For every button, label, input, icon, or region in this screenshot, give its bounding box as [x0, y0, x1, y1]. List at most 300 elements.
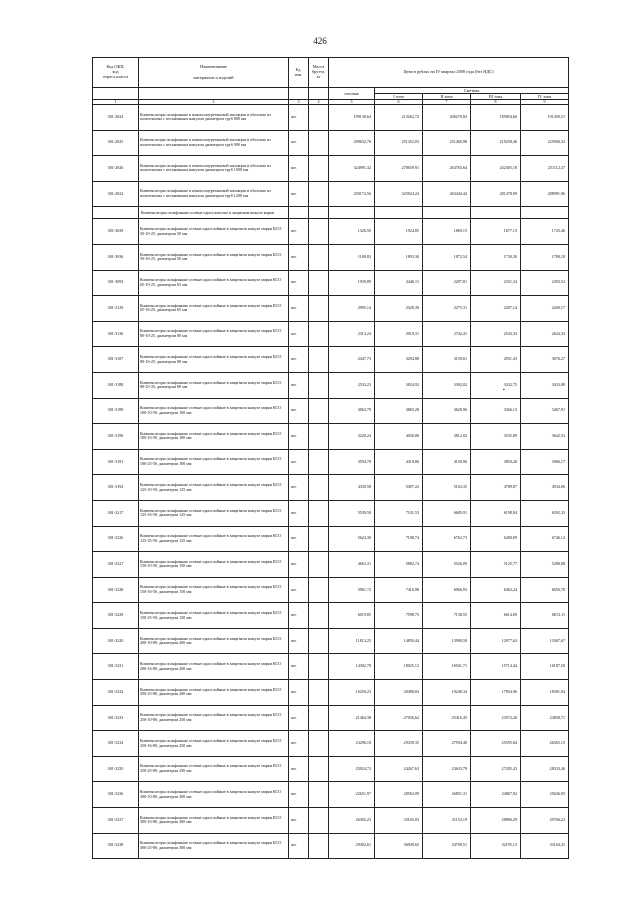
cell-zone4: 29766,22 — [521, 808, 569, 834]
header-zone1: I зона — [375, 94, 423, 100]
cell-zone2: 4150,96 — [423, 449, 471, 475]
cell-code: 301-3226 — [93, 526, 139, 552]
cell-zone4: 2393,52 — [521, 270, 569, 296]
cell-unit: шт. — [289, 654, 309, 680]
cell-wholesale: 16250,23 — [329, 680, 375, 706]
cell-unit: шт. — [289, 833, 309, 859]
cell-name: Компенсаторы сильфонные осевые однослойные в защитном кожухе марки КСО 250-10-80, диаметром 250 мм — [139, 705, 289, 731]
cell-name: Компенсаторы сильфонные осевые однослойные в защитном кожухе марки КСО 100-25-50, диаметром 100 мм — [139, 449, 289, 475]
cell-zone1: 7101,53 — [375, 500, 423, 526]
cell-wholesale: 324991,32 — [329, 156, 375, 182]
cell-mass — [309, 628, 329, 654]
group-empty-cell — [329, 207, 375, 219]
header-price-title-text: Цена в рублях на IV квартал 2008 года (без НДС) — [403, 69, 494, 75]
header-unit-line2: изм. — [294, 71, 303, 77]
page-number: 426 — [313, 36, 327, 46]
cell-name: Компенсаторы сильфонные осевые однослойные в защитном кожухе марки КСО 80-16-25, диаметром 80 мм — [139, 347, 289, 373]
header-zone3: III зона — [471, 94, 521, 100]
table-row — [93, 296, 569, 322]
cell-zone2: 3159,61 — [423, 347, 471, 373]
col-num: 2 — [139, 100, 289, 105]
cell-code: 301-3191 — [93, 449, 139, 475]
table-row — [93, 270, 569, 296]
cell-zone1: 29339,35 — [375, 731, 423, 757]
group-empty-cell — [471, 207, 521, 219]
cell-unit: шт. — [289, 808, 309, 834]
cell-code: 301-3237 — [93, 808, 139, 834]
cell-zone2: 31153,19 — [423, 808, 471, 834]
cell-zone2: 6966,93 — [423, 577, 471, 603]
cell-zone1: 7598,75 — [375, 603, 423, 629]
cell-unit: шт. — [289, 321, 309, 347]
cell-mass — [309, 449, 329, 475]
cell-name: Компенсаторы сильфонные в пенополиуретановой изоляции и оболочке из полиэтилена с песьменным кожухом диаметром труб 1200 мм — [139, 181, 289, 207]
cell-unit: шт. — [289, 424, 309, 450]
cell-zone4: 191459,51 — [521, 105, 569, 131]
cell-zone3: 23572,26 — [471, 705, 521, 731]
cell-mass — [309, 296, 329, 322]
table-row — [93, 372, 569, 398]
cell-zone1: 4418,86 — [375, 449, 423, 475]
cell-zone3: 5125,77 — [471, 552, 521, 578]
cell-zone1: 33165,03 — [375, 808, 423, 834]
cell-zone1: 325924,24 — [375, 181, 423, 207]
cell-zone2: 6762,73 — [423, 526, 471, 552]
cell-mass — [309, 219, 329, 245]
cell-zone2: 26851,31 — [423, 782, 471, 808]
cell-zone3: 185854,66 — [471, 105, 521, 131]
cell-code: 301-2022 — [93, 181, 139, 207]
cell-code: 301-3187 — [93, 347, 139, 373]
cell-code: 301-3220 — [93, 628, 139, 654]
cell-zone4: 6656,78 — [521, 577, 569, 603]
cell-name: Компенсаторы сильфонные осевые однослойные в защитном кожухе марки КСО 80-25-35, диаметром 80 мм — [139, 372, 289, 398]
cell-wholesale: 3220,24 — [329, 424, 375, 450]
cell-zone3: 3366,13 — [471, 398, 521, 424]
cell-wholesale: 1326,50 — [329, 219, 375, 245]
table-body — [93, 88, 569, 859]
cell-zone4: 5280,08 — [521, 552, 569, 578]
col-num: 1 — [93, 100, 139, 105]
cell-zone3: 219258,46 — [471, 130, 521, 156]
cell-zone4: 16187,50 — [521, 654, 569, 680]
cell-zone2: 263444,44 — [423, 181, 471, 207]
header-code-line1: Код ОКП, — [106, 64, 125, 70]
header-code — [93, 58, 139, 88]
cell-unit: шт. — [289, 130, 309, 156]
cell-zone1: 2919,31 — [375, 321, 423, 347]
cell-code: 301-3235 — [93, 756, 139, 782]
cell-zone2: 206270,84 — [423, 105, 471, 131]
table-row — [93, 398, 569, 424]
cell-wholesale: 299632,76 — [329, 130, 375, 156]
table-row — [93, 552, 569, 578]
cell-wholesale: 14302,78 — [329, 654, 375, 680]
group-empty-cell — [423, 207, 471, 219]
cell-zone4: 3966,17 — [521, 449, 569, 475]
cell-name: Компенсаторы сильфонные осевые однослойные в защитном кожухе марки КСО 100-16-50, диаметром 100 мм — [139, 424, 289, 450]
cell-zone2: 27594,40 — [423, 731, 471, 757]
cell-wholesale: 2447,73 — [329, 347, 375, 373]
cell-zone4: 2624,33 — [521, 321, 569, 347]
table-row — [93, 833, 569, 859]
cell-mass — [309, 156, 329, 182]
cell-unit: шт. — [289, 526, 309, 552]
cell-mass — [309, 526, 329, 552]
cell-name: Компенсаторы сильфонные в пенополиуретановой изоляции и оболочке из полиэтилена с песьменным кожухом диаметром труб 800 мм — [139, 105, 289, 131]
header-unit-line1: Ед. — [295, 66, 302, 72]
table-row — [93, 654, 569, 680]
cell-zone3: 17854,96 — [471, 680, 521, 706]
cell-zone1: 1893,30 — [375, 244, 423, 270]
cell-zone1: 3294,88 — [375, 347, 423, 373]
cell-mass — [309, 500, 329, 526]
cell-zone4: 25636,95 — [521, 782, 569, 808]
cell-zone3: 12977,62 — [471, 628, 521, 654]
cell-code: 301-3136 — [93, 321, 139, 347]
cell-zone2: 5526,09 — [423, 552, 471, 578]
cell-mass — [309, 808, 329, 834]
cell-zone2: 6685,91 — [423, 500, 471, 526]
col-num: 5 — [329, 100, 375, 105]
cell-zone3: 3850,26 — [471, 449, 521, 475]
cell-zone3: 2207,14 — [471, 296, 521, 322]
cell-wholesale: 5539,50 — [329, 500, 375, 526]
header-mass — [309, 58, 329, 88]
cell-zone3: 6614,00 — [471, 603, 521, 629]
cell-code: 301-2025 — [93, 130, 139, 156]
cell-zone1: 18025,12 — [375, 654, 423, 680]
table-row — [93, 808, 569, 834]
cell-zone1: 4030,06 — [375, 424, 423, 450]
cell-zone3: 1677,13 — [471, 219, 521, 245]
header-code-line3: отрасл.класса — [102, 73, 129, 79]
cell-mass — [309, 321, 329, 347]
cell-code: 301-2026 — [93, 156, 139, 182]
header-zone2: II зона — [423, 94, 471, 100]
col-num: 4 — [309, 100, 329, 105]
cell-unit: шт. — [289, 680, 309, 706]
group-heading-row — [93, 207, 569, 219]
cell-code: 301-3192 — [93, 475, 139, 501]
pen-mark: ▪ — [503, 388, 505, 393]
cell-unit: шт. — [289, 628, 309, 654]
cell-zone1: 2328,39 — [375, 296, 423, 322]
cell-mass — [309, 181, 329, 207]
cell-zone3: 15714,44 — [471, 654, 521, 680]
cell-code: 301-3189 — [93, 398, 139, 424]
cell-unit: шт. — [289, 475, 309, 501]
cell-zone3: 3535,89 — [471, 424, 521, 450]
cell-mass — [309, 475, 329, 501]
cell-zone2: 251460,98 — [423, 130, 471, 156]
cell-zone4: 13367,67 — [521, 628, 569, 654]
col-num: 7 — [423, 100, 471, 105]
cell-zone1: 213262,72 — [375, 105, 423, 131]
cell-zone2: 13990,50 — [423, 628, 471, 654]
cell-wholesale: 5961,72 — [329, 577, 375, 603]
cell-zone4: 4934,06 — [521, 475, 569, 501]
cell-zone4: 24858,71 — [521, 705, 569, 731]
cell-name: Компенсаторы сильфонные осевые однослойные в защитном кожухе марки КСО 125-16-50, диаметром 125 мм — [139, 500, 289, 526]
cell-code: 301-3233 — [93, 705, 139, 731]
cell-code: 301-3188 — [93, 372, 139, 398]
cell-zone3: 2931,43 — [471, 347, 521, 373]
cell-zone1: 251352,03 — [375, 130, 423, 156]
header-unit — [289, 58, 309, 88]
table-row — [93, 156, 569, 182]
cell-mass — [309, 654, 329, 680]
cell-zone1: 2446,11 — [375, 270, 423, 296]
table-row — [93, 500, 569, 526]
cell-unit: шт. — [289, 156, 309, 182]
cell-zone2: 2275,31 — [423, 296, 471, 322]
cell-unit: шт. — [289, 782, 309, 808]
table-row — [93, 782, 569, 808]
cell-zone2: 23633,79 — [423, 756, 471, 782]
cell-mass — [309, 577, 329, 603]
cell-unit: шт. — [289, 105, 309, 131]
cell-zone2: 3812,02 — [423, 424, 471, 450]
cell-code: 301-3217 — [93, 500, 139, 526]
cell-code: 301-3232 — [93, 680, 139, 706]
cell-name: Компенсаторы сильфонные осевые однослойные в защитном кожухе марки КСО 125-25-50, диаметром 125 мм — [139, 526, 289, 552]
cell-unit: шт. — [289, 296, 309, 322]
cell-zone3: 242305,18 — [471, 156, 521, 182]
col-num: 3 — [289, 100, 309, 105]
table-row — [93, 449, 569, 475]
cell-zone1: 27056,62 — [375, 705, 423, 731]
cell-mass — [309, 270, 329, 296]
cell-code: 301-3029 — [93, 219, 139, 245]
cell-name: Компенсаторы сильфонные осевые однослойные в защитном кожухе марки КСО 200-16-80, диаметром 200 мм — [139, 654, 289, 680]
col-num: 8 — [471, 100, 521, 105]
cell-name: Компенсаторы сильфонные осевые однослойные в защитном кожухе марки КСО 65-10-25, диаметром 65 мм — [139, 270, 289, 296]
cell-zone2: 25416,45 — [423, 705, 471, 731]
cell-name: Компенсаторы сильфонные осевые однослойные в защитном кожухе марки КСО 65-16-25, диаметром 65 мм — [139, 296, 289, 322]
cell-wholesale: 4663,31 — [329, 552, 375, 578]
cell-wholesale: 25924,72 — [329, 756, 375, 782]
cell-zone1: 5497,22 — [375, 475, 423, 501]
header-price-title — [329, 58, 569, 88]
cell-mass — [309, 731, 329, 757]
cell-unit: шт. — [289, 449, 309, 475]
table-row — [93, 475, 569, 501]
table-row — [93, 181, 569, 207]
cell-mass — [309, 398, 329, 424]
cell-zone1: 5882,74 — [375, 552, 423, 578]
cell-wholesale: 3594,78 — [329, 449, 375, 475]
cell-code: 301-3227 — [93, 552, 139, 578]
cell-wholesale: 1180,83 — [329, 244, 375, 270]
cell-zone3: 2331,34 — [471, 270, 521, 296]
table-row — [93, 731, 569, 757]
cell-unit: шт. — [289, 181, 309, 207]
cell-wholesale: 3063,79 — [329, 398, 375, 424]
cell-wholesale: 22651,97 — [329, 782, 375, 808]
cell-mass — [309, 833, 329, 859]
cell-mass — [309, 244, 329, 270]
cell-zone3: 27205,43 — [471, 756, 521, 782]
cell-zone1: 278659,91 — [375, 156, 423, 182]
cell-wholesale: 5624,30 — [329, 526, 375, 552]
group-heading: Компенсаторы сильфонные осевые однослоистые в защитном кожухе марки — [139, 207, 289, 219]
cell-name: Компенсаторы сильфонные в пенополиуретановой изоляции и оболочке из полиэтилена с песьменным кожухом диаметром труб 1000 мм — [139, 156, 289, 182]
cell-zone1: 7416,98 — [375, 577, 423, 603]
cell-zone2: 264765,64 — [423, 156, 471, 182]
cell-zone4: 1780,18 — [521, 244, 569, 270]
cell-code: 301-3236 — [93, 782, 139, 808]
cell-name: Компенсаторы сильфонные осевые однослойные в защитном кожухе марки КСО 200-10-80, диаметром 200 мм — [139, 628, 289, 654]
cell-unit: шт. — [289, 219, 309, 245]
cell-zone4: 3076,27 — [521, 347, 569, 373]
header-mass-line3: кг — [316, 73, 321, 79]
cell-mass — [309, 782, 329, 808]
group-empty-cell — [289, 207, 309, 219]
group-empty-cell — [309, 207, 329, 219]
cell-zone2: 3629,96 — [423, 398, 471, 424]
cell-unit: шт. — [289, 244, 309, 270]
table-row — [93, 628, 569, 654]
cell-code: 301-3093 — [93, 270, 139, 296]
cell-mass — [309, 372, 329, 398]
cell-zone1: 20498,84 — [375, 680, 423, 706]
table-row — [93, 756, 569, 782]
group-code-cell — [93, 207, 139, 219]
cell-code: 301-3231 — [93, 654, 139, 680]
cell-zone1: 3824,92 — [375, 372, 423, 398]
cell-zone3: 6462,24 — [471, 577, 521, 603]
cell-code: 301-3190 — [93, 424, 139, 450]
cell-name: Компенсаторы сильфонные осевые однослойные в защитном кожухе марки КСО 50-16-25, диаметром 50 мм — [139, 244, 289, 270]
cell-zone4: 18391,84 — [521, 680, 569, 706]
cell-code: 301-3229 — [93, 603, 139, 629]
col-num: 9 — [521, 100, 569, 105]
cell-name: Компенсаторы сильфонные осевые однослойные в защитном кожухе марки КСО 150-16-50, диаметром 150 мм — [139, 577, 289, 603]
table-row — [93, 347, 569, 373]
cell-wholesale: 259174,56 — [329, 181, 375, 207]
table-row — [93, 577, 569, 603]
cell-zone2: 1872,54 — [423, 244, 471, 270]
cell-zone4: 6746,12 — [521, 526, 569, 552]
col-num: 6 — [375, 100, 423, 105]
table-row — [93, 244, 569, 270]
header-wholesale: оптовая — [329, 88, 375, 100]
group-empty-cell — [375, 207, 423, 219]
cell-zone4: 251112,37 — [521, 156, 569, 182]
cell-zone3: 3332,75 — [471, 372, 521, 398]
table-row — [93, 705, 569, 731]
table-row — [93, 680, 569, 706]
table-row — [93, 526, 569, 552]
header-name-line1: Наименование — [200, 63, 227, 69]
header-mass-line1: Масса — [312, 64, 325, 70]
cell-zone1: 36949,65 — [375, 833, 423, 859]
table-row — [93, 321, 569, 347]
cell-zone2: 16941,71 — [423, 654, 471, 680]
cell-unit: шт. — [289, 756, 309, 782]
cell-wholesale: 11813,25 — [329, 628, 375, 654]
cell-wholesale: 21464,38 — [329, 705, 375, 731]
cell-code: 301-3036 — [93, 244, 139, 270]
cell-unit: шт. — [289, 398, 309, 424]
cell-mass — [309, 705, 329, 731]
cell-unit: шт. — [289, 372, 309, 398]
cell-zone4: 6813,11 — [521, 603, 569, 629]
cell-zone4: 3642,53 — [521, 424, 569, 450]
cell-zone3: 4789,87 — [471, 475, 521, 501]
cell-zone4: 2260,17 — [521, 296, 569, 322]
cell-wholesale: 1939,89 — [329, 270, 375, 296]
cell-zone2: 3392,02 — [423, 372, 471, 398]
cell-zone3: 6198,84 — [471, 500, 521, 526]
cell-mass — [309, 347, 329, 373]
cell-mass — [309, 756, 329, 782]
cell-name: Компенсаторы сильфонные осевые однослойные в защитном кожухе марки КСО 300-10-80, диаметром 300 мм — [139, 782, 289, 808]
cell-mass — [309, 603, 329, 629]
cell-name: Компенсаторы сильфонные осевые однослойные в защитном кожухе марки КСО 100-10-50, диаметром 100 мм — [139, 398, 289, 424]
cell-name: Компенсаторы сильфонные осевые однослойные в защитном кожухе марки КСО 125-10-50, диаметром 125 мм — [139, 475, 289, 501]
cell-zone4: 1725,46 — [521, 219, 569, 245]
cell-zone4: 26365,15 — [521, 731, 569, 757]
cell-name: Компенсаторы сильфонные осевые однослойные в защитном кожухе марки КСО 200-25-80, диаметром 200 мм — [139, 680, 289, 706]
header-zone4: IV зона — [521, 94, 569, 100]
cell-name: Компенсаторы сильфонные осевые однослойные в защитном кожухе марки КСО 150-10-50, диаметром 150 мм — [139, 552, 289, 578]
cell-mass — [309, 130, 329, 156]
cell-name: Компенсаторы сильфонные осевые однослойные в защитном кожухе марки КСО 250-25-80, диаметром 250 мм — [139, 756, 289, 782]
cell-zone1: 3865,28 — [375, 398, 423, 424]
cell-mass — [309, 424, 329, 450]
cell-code: 301-3234 — [93, 731, 139, 757]
cell-zone3: 1730,30 — [471, 244, 521, 270]
header-mass-line2: брутто, — [311, 69, 326, 75]
cell-zone2: 2742,41 — [423, 321, 471, 347]
cell-code: 301-3228 — [93, 577, 139, 603]
cell-wholesale: 199130,64 — [329, 105, 375, 131]
cell-unit: шт. — [289, 270, 309, 296]
cell-zone2: 1869,15 — [423, 219, 471, 245]
cell-wholesale: 29302,61 — [329, 833, 375, 859]
cell-name: Компенсаторы сильфонные осевые однослойные в защитном кожухе марки КСО 150-25-50, диаметром 150 мм — [139, 603, 289, 629]
cell-wholesale: 2995,14 — [329, 296, 375, 322]
cell-name: Компенсаторы сильфонные осевые однослойные в защитном кожухе марки КСО 250-16-80, диаметром 250 мм — [139, 731, 289, 757]
cell-name: Компенсаторы сильфонные осевые однослойные в защитном кожухе марки КСО 50-10-25, диаметром 50 мм — [139, 219, 289, 245]
cell-zone1: 24267,63 — [375, 756, 423, 782]
header-estimate: Сметная — [375, 88, 569, 94]
header-code-line2: код — [112, 69, 119, 75]
price-table — [92, 57, 569, 859]
group-empty-cell — [521, 207, 569, 219]
cell-mass — [309, 105, 329, 131]
cell-unit: шт. — [289, 705, 309, 731]
cell-zone2: 2297,81 — [423, 270, 471, 296]
cell-zone2: 7138,55 — [423, 603, 471, 629]
cell-name: Компенсаторы сильфонные осевые однослойные в защитном кожухе марки КСО 80-10-25, диаметром 80 мм — [139, 321, 289, 347]
cell-zone3: 281478,99 — [471, 181, 521, 207]
cell-zone4: 6392,33 — [521, 500, 569, 526]
table-row — [93, 105, 569, 131]
cell-code: 301-3238 — [93, 833, 139, 859]
cell-zone1: 14850,44 — [375, 628, 423, 654]
cell-zone2: 19248,34 — [423, 680, 471, 706]
cell-unit: шт. — [289, 577, 309, 603]
cell-unit: шт. — [289, 500, 309, 526]
header-name-line2: материалов и изделий — [193, 74, 234, 80]
cell-zone4: 3433,08 — [521, 372, 569, 398]
cell-wholesale: 23296,18 — [329, 731, 375, 757]
cell-zone4: 288991,96 — [521, 181, 569, 207]
cell-name: Компенсаторы сильфонные осевые однослойные в защитном кожухе марки КСО 300-25-80, диаметром 300 мм — [139, 833, 289, 859]
